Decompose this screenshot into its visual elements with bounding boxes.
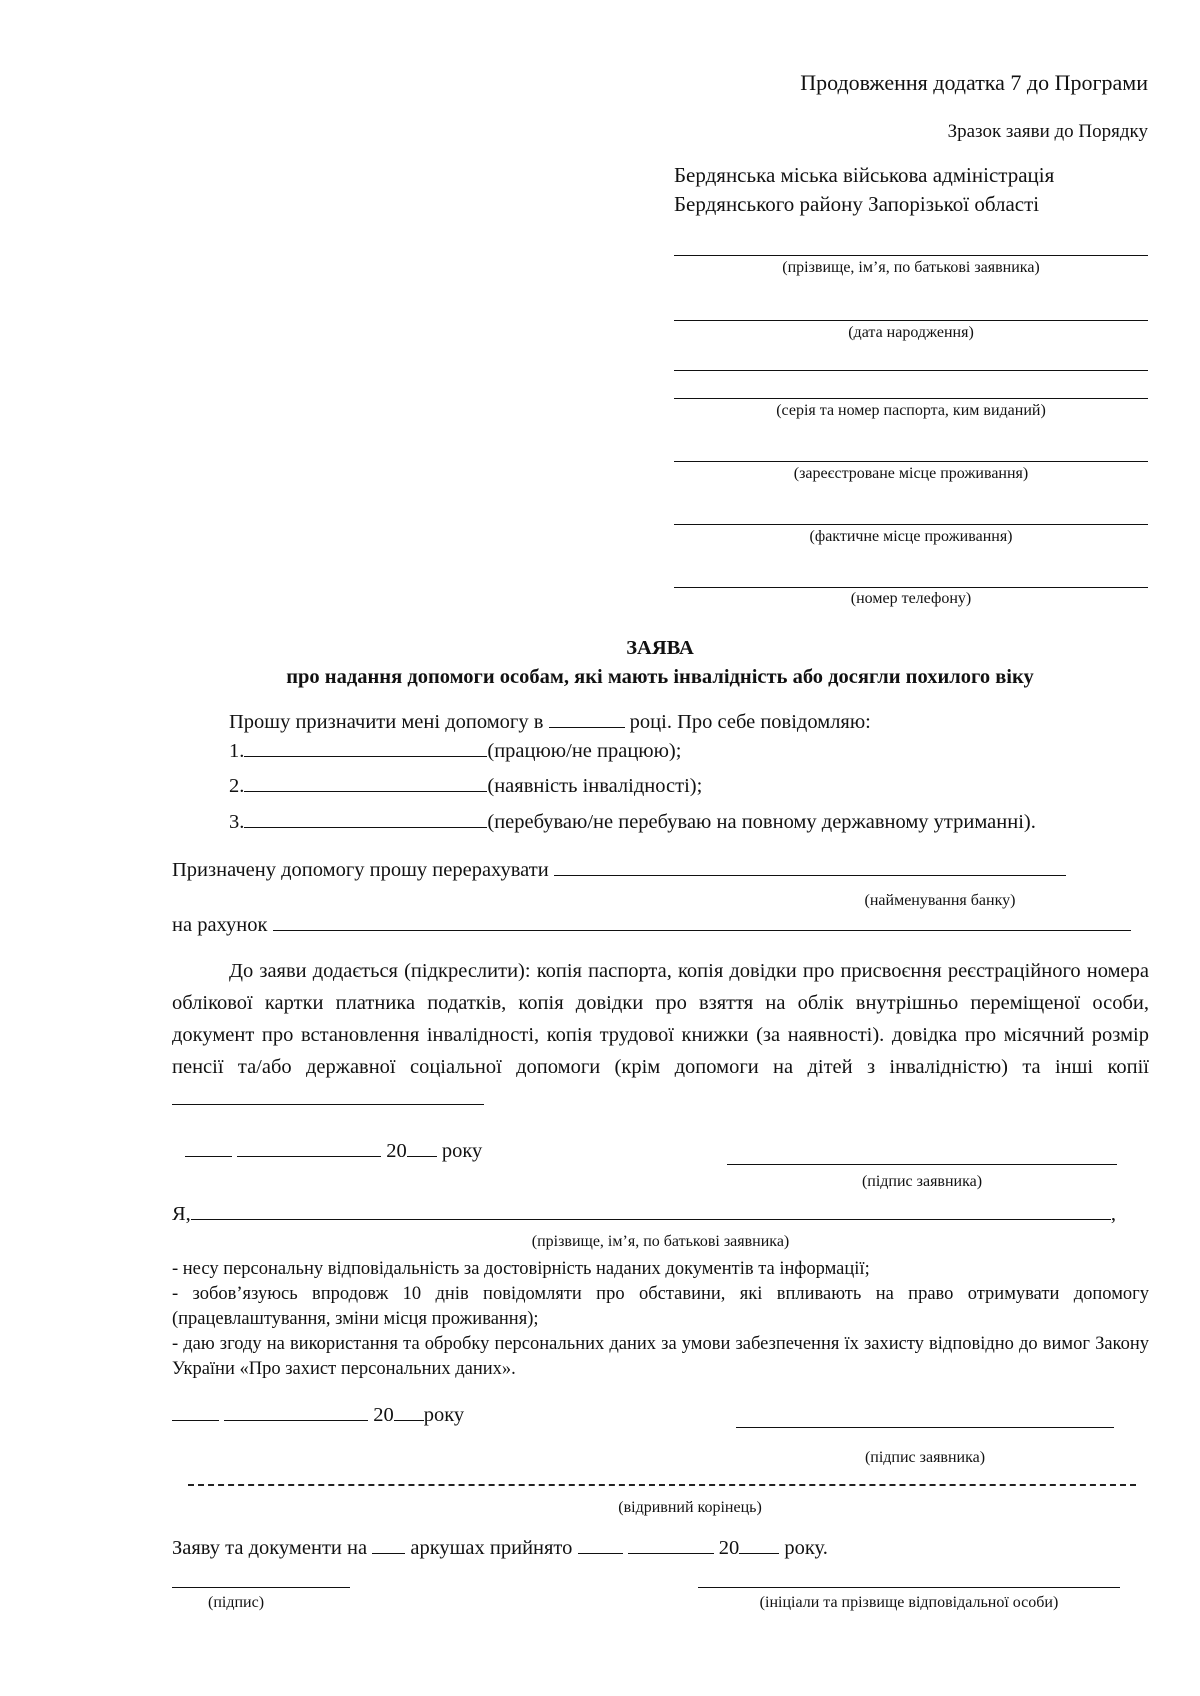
acceptance-after: року. xyxy=(784,1537,828,1559)
account-field[interactable] xyxy=(273,929,1131,931)
sample-note: Зразок заяви до Порядку xyxy=(947,121,1148,142)
year-suffix-field[interactable] xyxy=(407,1155,437,1157)
declaration-list xyxy=(172,1257,1149,1382)
item-hint: (наявність інвалідності); xyxy=(487,775,703,797)
accept-year-prefix: 20 xyxy=(718,1537,740,1559)
applicant-signature-field-1[interactable] xyxy=(727,1164,1117,1165)
appendix-note: Продовження додатка 7 до Програми xyxy=(800,70,1148,95)
date-row-1 xyxy=(185,1140,482,1163)
declaration-suffix: , xyxy=(1110,1203,1116,1225)
year-prefix-2: 20 xyxy=(373,1404,394,1426)
phone-field[interactable] xyxy=(674,587,1148,588)
date-row-2 xyxy=(172,1404,464,1427)
declaration-item: - зобов’язуюсь впродовж 10 днів повідомляти про обставини, які впливають на право отримувати допомогу (працевлаштування, зміни місця проживання); xyxy=(172,1284,1149,1329)
accept-month-field[interactable] xyxy=(628,1552,714,1554)
birth-date-caption: (дата народження) xyxy=(848,324,974,341)
other-copies-field[interactable] xyxy=(172,1103,484,1105)
addressee-line-2: Бердянського району Запорізької області xyxy=(674,192,1040,216)
transfer-label: Призначену допомогу прошу перерахувати xyxy=(172,859,549,881)
year-prefix: 20 xyxy=(386,1140,407,1162)
registered-address-caption: (зареєстроване місце проживання) xyxy=(793,465,1029,482)
item-number: 1. xyxy=(229,740,245,762)
accept-day-field[interactable] xyxy=(578,1552,623,1554)
transfer-row xyxy=(172,859,1066,882)
acceptance-row xyxy=(172,1537,828,1560)
account-row xyxy=(172,914,1131,937)
request-intro xyxy=(229,711,871,734)
tear-off-caption: (відривний корінець) xyxy=(618,1499,762,1516)
applicant-name-field[interactable] xyxy=(674,255,1148,256)
year-label-2: року xyxy=(423,1404,465,1426)
request-item-1 xyxy=(229,740,681,763)
item-hint: (перебуваю/не перебуваю на повному державному утриманні). xyxy=(487,811,1036,833)
state-support-field[interactable] xyxy=(244,826,487,828)
phone-caption: (номер телефону) xyxy=(850,590,972,607)
birth-date-field[interactable] xyxy=(674,320,1148,321)
applicant-signature-field-2[interactable] xyxy=(736,1427,1114,1428)
employment-field[interactable] xyxy=(244,755,487,757)
actual-address-caption: (фактичне місце проживання) xyxy=(809,528,1013,545)
year-label: року xyxy=(441,1140,483,1162)
passport-field-line-1[interactable] xyxy=(674,370,1148,371)
request-item-3 xyxy=(229,811,1036,834)
year-suffix-field-2[interactable] xyxy=(394,1419,424,1421)
bank-name-field[interactable] xyxy=(554,874,1066,876)
declaration-prefix: Я, xyxy=(172,1203,191,1225)
attachments-text: До заяви додається (підкреслити): копія паспорта, копія довідки про присвоєння реєстраційного номера облікової картки платника податків, копія довідки про взяття на облік внутрішньо переміщеної особи, документ про встановлення інвалідності, копія трудової книжки (за наявності). довідка про місячний розмір пенсії та/або державної соціальної допомоги (крім допомоги на дітей з інвалідністю) та інші копії xyxy=(172,960,1149,1078)
receiver-signature-caption: (підпис) xyxy=(207,1594,265,1611)
addressee-line-1: Бердянська міська військова адміністрація xyxy=(674,163,1055,187)
document-subtitle: про надання допомоги особам, які мають інвалідність або досягли похилого віку xyxy=(286,666,1034,688)
day-field[interactable] xyxy=(185,1155,232,1157)
request-intro-before: Прошу призначити мені допомогу в xyxy=(229,711,544,733)
official-name-field[interactable] xyxy=(698,1587,1120,1588)
item-hint: (працюю/не працюю); xyxy=(487,740,682,762)
month-field-2[interactable] xyxy=(224,1419,368,1421)
declaration-item: - несу персональну відповідальність за достовірність наданих документів та інформації; xyxy=(172,1259,870,1279)
account-label: на рахунок xyxy=(172,914,268,936)
day-field-2[interactable] xyxy=(172,1419,219,1421)
registered-address-field[interactable] xyxy=(674,461,1148,462)
applicant-signature-caption-2: (підпис заявника) xyxy=(864,1449,986,1466)
request-item-2 xyxy=(229,775,702,798)
acceptance-middle: аркушах прийнято xyxy=(410,1537,573,1559)
request-intro-after: році. Про себе повідомляю: xyxy=(629,711,871,733)
document-title: ЗАЯВА xyxy=(626,637,694,659)
tear-off-line xyxy=(188,1484,1136,1486)
bank-caption: (найменування банку) xyxy=(864,892,1016,909)
year-field[interactable] xyxy=(549,726,625,728)
disability-field[interactable] xyxy=(244,790,487,792)
passport-field-line-2[interactable] xyxy=(674,398,1148,399)
applicant-signature-caption-1: (підпис заявника) xyxy=(861,1173,983,1190)
accept-year-field[interactable] xyxy=(739,1552,779,1554)
actual-address-field[interactable] xyxy=(674,524,1148,525)
receiver-signature-field[interactable] xyxy=(172,1587,350,1588)
item-number: 3. xyxy=(229,811,245,833)
declaration-item: - даю згоду на використання та обробку персональних даних за умови забезпечення їх захисту відповідно до вимог Закону України «Про захист персональних даних». xyxy=(172,1334,1149,1379)
passport-caption: (серія та номер паспорта, ким виданий) xyxy=(776,402,1046,419)
acceptance-before: Заяву та документи на xyxy=(172,1537,368,1559)
applicant-name-caption: (прізвище, ім’я, по батькові заявника) xyxy=(782,259,1040,276)
declaration-name-row xyxy=(172,1203,1116,1226)
sheets-count-field[interactable] xyxy=(372,1552,405,1554)
month-field[interactable] xyxy=(237,1155,381,1157)
declarant-name-field[interactable] xyxy=(191,1218,1111,1220)
attachments-paragraph xyxy=(172,955,1149,1115)
official-name-caption: (ініціали та прізвище відповідальної особи) xyxy=(759,1594,1059,1611)
declarant-name-caption: (прізвище, ім’я, по батькові заявника) xyxy=(531,1233,790,1250)
item-number: 2. xyxy=(229,775,245,797)
